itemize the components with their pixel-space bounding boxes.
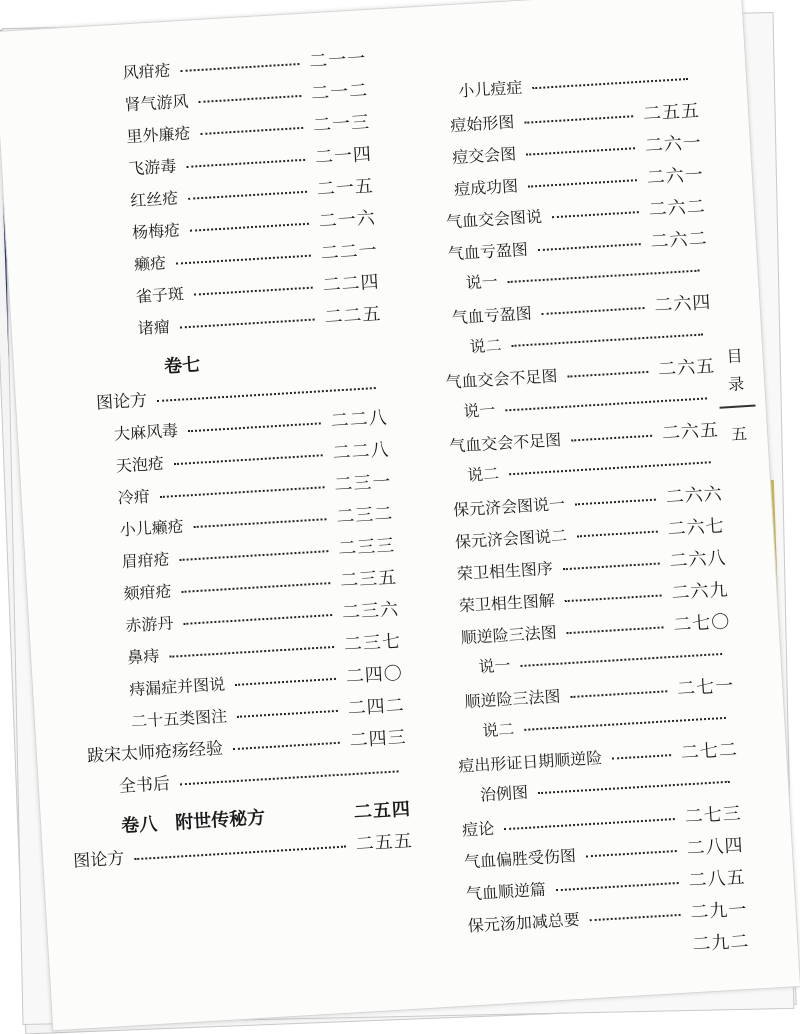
toc-entry-title: 诸瘤: [137, 317, 171, 339]
toc-entry-page: 二六四: [653, 292, 712, 317]
toc-leader-dots: [183, 614, 332, 625]
toc-right-column: [398, 64, 751, 976]
toc-entry-title: 顺逆险三法图: [460, 622, 558, 648]
toc-leader-dots: [571, 435, 652, 442]
toc-entry-title: 痘论: [461, 818, 495, 840]
page-number: 五: [730, 424, 748, 445]
toc-entry-title: 说一: [465, 271, 499, 293]
toc-entry-title: 治例图: [479, 782, 529, 805]
toc-entry-page: 二七二: [680, 739, 739, 764]
toc-entry-title: 说一: [477, 655, 512, 677]
toc-entry-page: 二六六: [665, 483, 724, 509]
toc-entry-page: 二五五: [642, 100, 701, 125]
toc-leader-dots: [181, 582, 330, 593]
toc-leader-dots: [174, 454, 323, 465]
toc-entry-page: 二二一: [320, 239, 379, 265]
toc-leader-dots: [612, 754, 671, 759]
toc-entry-title: 说二: [466, 463, 500, 485]
toc-entry-title: 气血交会不足图: [445, 366, 558, 392]
toc-entry-page: 二六九: [670, 579, 730, 604]
toc-entry-title: 颏疳疮: [122, 581, 173, 604]
toc-entry-title: 冷疳: [117, 486, 151, 508]
toc-entry-page: 二一三: [312, 111, 371, 137]
toc-leader-dots: [511, 334, 703, 347]
toc-entry-page: 二七一: [676, 675, 735, 700]
toc-entry-page: 二一六: [318, 207, 377, 233]
toc-entry-page: 二五四: [353, 798, 412, 824]
toc-entry-title: 大麻风毒: [113, 420, 179, 444]
toc-entry-title: 天泡疮: [115, 453, 165, 476]
toc-leader-dots: [556, 882, 679, 891]
toc-entry-title: 二十五类图注: [130, 706, 228, 732]
toc-entry-page: 二八四: [686, 835, 745, 860]
side-mu: 目: [725, 346, 744, 367]
toc-entry-page: 二九一: [689, 898, 748, 924]
toc-entry-title: 痘出形证日期顺逆险: [457, 748, 603, 776]
toc-leader-dots: [157, 387, 376, 402]
toc-entry-title: 癞疮: [133, 253, 167, 275]
toc-entry-title: 跋宋太师疮疡经验: [86, 738, 224, 767]
toc-entry-title: 保元汤加减总要: [467, 909, 581, 936]
toc-entry-page: 二六五: [661, 419, 720, 445]
toc-entry-title: 卷八 附世传秘方: [120, 807, 266, 837]
toc-entry-title: 保元济会图说二: [454, 525, 568, 552]
toc-leader-dots: [508, 270, 700, 283]
toc-entry-page: 二一二: [310, 79, 369, 105]
toc-leader-dots: [160, 486, 325, 498]
toc-entry-page: 二三一: [333, 471, 392, 496]
toc-entry-page: 二六五: [657, 355, 716, 381]
toc-entry-page: 二七三: [684, 803, 743, 828]
toc-entry-title: 雀子斑: [135, 284, 185, 307]
toc-leader-dots: [528, 179, 637, 187]
toc-leader-dots: [188, 191, 307, 200]
toc-entry-page: 二六七: [667, 515, 726, 540]
toc-entry-page: 二八五: [687, 867, 747, 892]
toc-entry-page: 二二四: [321, 271, 381, 296]
toc-leader-dots: [542, 307, 645, 315]
toc-entry-title: 顺逆险三法图: [463, 686, 561, 712]
toc-entry-title: 说一: [462, 400, 496, 421]
toc-entry-title: 痘始形图: [449, 112, 515, 136]
toc-entry-title: 赤游丹: [124, 613, 174, 636]
toc-entry-title: 气血交会不足图: [448, 430, 562, 456]
toc-leader-dots: [524, 115, 633, 123]
toc-entry-title: 图论方: [95, 390, 148, 414]
toc-entry-page: 二一一: [308, 48, 367, 73]
toc-leader-dots: [237, 710, 338, 718]
toc-leader-dots: [134, 846, 346, 861]
toc-entry-page: 二五五: [355, 830, 414, 856]
toc-leader-dots: [567, 626, 664, 634]
toc-leader-dots: [180, 550, 329, 561]
toc-entry-title: 杨梅疮: [131, 220, 181, 243]
toc-entry-title: 眉疳疮: [121, 549, 171, 572]
toc-leader-dots: [188, 422, 321, 432]
toc-entry-title: 气血偏胜受伤图: [463, 846, 577, 872]
toc-leader-dots: [538, 781, 730, 794]
side-lu: 录: [727, 374, 745, 395]
toc-entry-title: 气血亏盈图: [451, 303, 533, 328]
toc-left-column: [66, 44, 414, 876]
toc-leader-dots: [538, 243, 641, 251]
toc-leader-dots: [565, 594, 662, 602]
toc-leader-dots: [176, 255, 311, 265]
toc-leader-dots: [532, 78, 688, 89]
toc-entry-page: 二二八: [330, 407, 389, 432]
toc-entry-page: 二三五: [339, 567, 398, 592]
toc-entry-title: 荣卫相生图解: [458, 590, 556, 616]
toc-entry-page: 二七〇: [672, 611, 731, 636]
toc-leader-dots: [586, 850, 677, 857]
toc-entry-title: 全书后: [118, 773, 171, 797]
toc-entry-title: 痘成功图: [453, 176, 519, 200]
toc-entry-page: 二一四: [314, 143, 373, 169]
toc-entry-title: 图论方: [72, 848, 125, 872]
toc-entry-title: 肾气游风: [123, 91, 190, 115]
toc-entry-title: 痔漏症并图说: [128, 674, 226, 700]
toc-entry-title: 荣卫相生图序: [456, 558, 554, 584]
toc-entry-page: 二六八: [668, 547, 728, 572]
toc-leader-dots: [575, 499, 656, 506]
side-rule: [720, 405, 756, 409]
toc-entry-page: 二四三: [349, 726, 408, 752]
toc-entry-page: 二四二: [347, 694, 406, 720]
toc-entry-title: 痘交会图: [451, 144, 517, 168]
toc-entry-title: 飞游毒: [127, 156, 177, 179]
toc-entry-page: 二一五: [316, 175, 375, 201]
toc-leader-dots: [520, 653, 722, 667]
toc-entry-title: 保元济会图说一: [452, 494, 566, 520]
side-header: [716, 343, 758, 451]
toc-entry-page: 二二八: [331, 439, 391, 464]
toc-entry-title: 说二: [481, 719, 515, 741]
toc-entry-page: 二三二: [335, 503, 394, 528]
toc-entry-title: 卷七: [163, 354, 201, 378]
toc-leader-dots: [509, 461, 711, 475]
toc-entry-title: 说二: [468, 335, 503, 357]
toc-entry-title: 气血交会图说: [445, 206, 543, 232]
toc-leader-dots: [169, 646, 334, 658]
toc-entry-title: 里外廉疮: [125, 123, 191, 147]
toc-leader-dots: [504, 818, 675, 830]
toc-leader-dots: [180, 770, 399, 785]
toc-entry-title: 气血顺逆篇: [465, 879, 547, 904]
toc-entry-page: 二六一: [646, 164, 705, 189]
toc-leader-dots: [505, 397, 707, 411]
toc-entry-page: 二三三: [337, 535, 396, 560]
toc-leader-dots: [567, 371, 648, 378]
toc-entry-title: 气血亏盈图: [447, 239, 529, 264]
toc-leader-dots: [181, 63, 300, 72]
toc-entry-page: 二三六: [341, 599, 400, 624]
toc-leader-dots: [180, 319, 315, 329]
toc-entry-title: 红丝疮: [129, 188, 179, 211]
toc-leader-dots: [524, 717, 726, 731]
toc-leader-dots: [200, 127, 303, 135]
toc-entry-page: 二三七: [343, 631, 402, 656]
toc-leader-dots: [198, 95, 301, 103]
toc-entry-page: 二六一: [644, 132, 703, 157]
toc-leader-dots: [526, 147, 635, 155]
toc-leader-dots: [563, 563, 660, 571]
toc-leader-dots: [235, 678, 336, 686]
toc-entry-page: 二四〇: [345, 662, 404, 688]
toc-entry-page: 二二五: [323, 303, 383, 328]
toc-leader-dots: [552, 211, 639, 218]
toc-leader-dots: [190, 223, 309, 232]
toc-entry-page: 二六二: [649, 228, 709, 253]
toc-leader-dots: [233, 742, 340, 750]
toc-leader-dots: [194, 287, 313, 296]
toc-leader-dots: [186, 159, 305, 168]
toc-entry-page: 二六二: [648, 196, 707, 221]
toc-leader-dots: [194, 518, 327, 528]
toc-entry-page: 二九二: [691, 930, 750, 956]
toc-leader-dots: [570, 690, 667, 698]
toc-entry-title: 小儿痘症: [457, 77, 523, 101]
toc-leader-dots: [577, 531, 658, 538]
toc-entry-title: 风疳疮: [122, 60, 172, 83]
toc-leader-dots: [590, 914, 681, 921]
toc-entry-title: 小儿癞疮: [119, 516, 185, 540]
toc-entry-title: 鼻痔: [126, 646, 160, 668]
